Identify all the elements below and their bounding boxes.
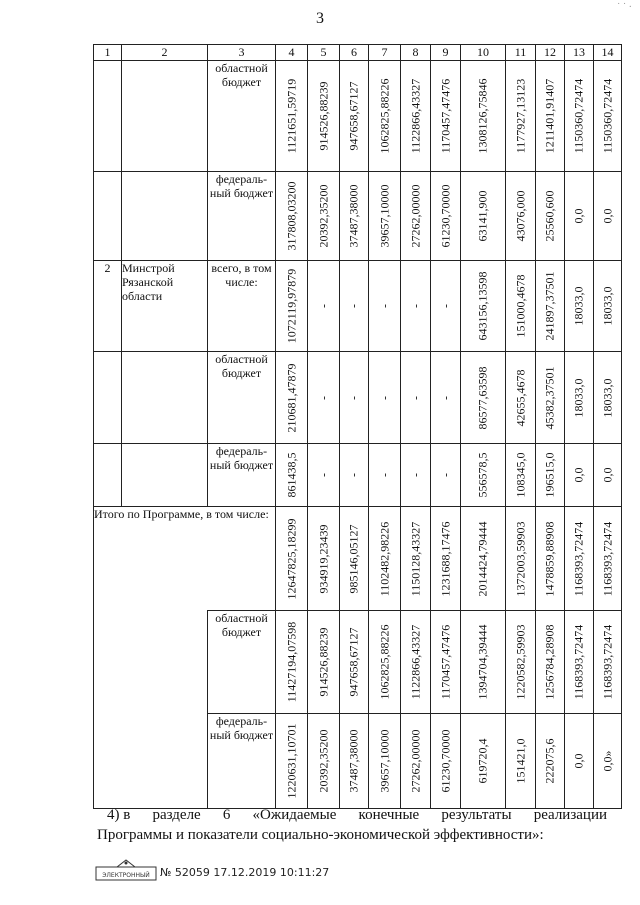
value-cell: -: [377, 473, 391, 477]
table-row: [94, 611, 622, 714]
paragraph-word: результаты: [441, 807, 512, 823]
header-cell: 13: [565, 45, 594, 61]
value-cell: 1372003,59903: [513, 521, 527, 596]
corner-mark: ˙ ˙ ·: [617, 2, 632, 13]
value-cell: 37487,38000: [346, 729, 361, 793]
value-cell: 108345,0: [513, 452, 527, 498]
value-cell: 222075,6: [542, 738, 557, 784]
value-cell: 45382,37501: [542, 366, 557, 429]
table-row: [94, 61, 622, 172]
value-cell: 1308126,75846: [475, 78, 490, 154]
value-cell: 985146,05127: [346, 524, 361, 593]
value-cell: 861438,5: [284, 452, 298, 498]
value-cell: 25560,600: [542, 190, 557, 242]
value-cell: -: [377, 395, 391, 400]
value-cell: 20392,35200: [316, 184, 330, 248]
funding-source: федераль-ный бюджет: [208, 172, 276, 261]
executor-cell: [122, 444, 208, 507]
paragraph-word: реализации: [533, 807, 607, 823]
table-row: [94, 444, 622, 507]
value-cell: 37487,38000: [346, 184, 361, 248]
value-cell: 1150360,72474: [571, 78, 586, 154]
header-cell: 5: [308, 45, 340, 61]
value-cell: 1062825,88226: [377, 624, 391, 700]
value-cell: -: [316, 304, 330, 308]
body-paragraph: [97, 805, 607, 845]
value-cell: 20392,35200: [316, 729, 330, 793]
header-cell: 8: [401, 45, 431, 61]
value-cell: 42655,4678: [513, 369, 527, 426]
funding-source: областной бюджет: [208, 611, 276, 714]
row-number-cell: [94, 444, 122, 507]
value-cell: -: [408, 473, 422, 477]
paragraph-word: 6: [222, 807, 231, 823]
value-cell: 1062825,88226: [377, 78, 391, 154]
value-cell: 934919,23439: [316, 524, 330, 593]
value-cell: -: [316, 395, 330, 400]
total-label: Итого по Программе, в том числе:: [94, 507, 276, 611]
value-cell: 1150128,43327: [408, 521, 422, 596]
paragraph-word: «Ожидаемые: [252, 807, 337, 823]
svg-text:ЭЛЕКТРОННЫЙ: ЭЛЕКТРОННЫЙ: [102, 872, 150, 879]
value-cell: 947658,67127: [346, 627, 361, 697]
value-cell: 151421,0: [513, 738, 527, 784]
value-cell: -: [408, 395, 422, 400]
value-cell: 27262,00000: [408, 729, 422, 793]
header-cell: 7: [369, 45, 401, 61]
value-cell: 0,0: [600, 467, 614, 483]
value-cell: 63141,900: [475, 190, 490, 242]
row-number-cell: [94, 352, 122, 444]
paragraph-word: 4) в: [107, 807, 131, 823]
value-cell: 86577,63598: [475, 366, 490, 429]
executor-cell: [122, 172, 208, 261]
value-cell: 1394704,39444: [475, 624, 490, 700]
value-cell: 196515,0: [542, 452, 557, 498]
paragraph-line-1: [97, 805, 607, 825]
paragraph-word: конечные: [358, 807, 420, 823]
value-cell: 1150360,72474: [600, 78, 614, 154]
budget-table: [93, 44, 622, 809]
funding-source: областной бюджет: [208, 352, 276, 444]
value-cell: 39657,10000: [377, 729, 391, 793]
value-cell: 0,0: [571, 753, 586, 769]
value-cell: -: [377, 304, 391, 308]
value-cell: 0,0: [600, 208, 614, 224]
value-cell: 1102482,98226: [377, 521, 391, 596]
value-cell: 1170457,47476: [438, 624, 452, 700]
header-cell: 3: [208, 45, 276, 61]
header-cell: 2: [122, 45, 208, 61]
table-row: [94, 172, 622, 261]
value-cell: -: [438, 473, 452, 477]
value-cell: 556578,5: [475, 452, 490, 498]
page-number: 3: [316, 10, 324, 27]
stamp-icon: [95, 858, 157, 882]
row-number-cell: [94, 61, 122, 172]
value-cell: -: [316, 473, 330, 477]
value-cell: 0,0: [571, 208, 586, 224]
value-cell: 18033,0: [571, 286, 586, 326]
value-cell: 43076,000: [513, 190, 527, 242]
value-cell: 1220582,59903: [513, 624, 527, 700]
header-row: [94, 45, 622, 61]
value-cell: 1168393,72474: [600, 624, 614, 700]
value-cell: 1170457,47476: [438, 78, 452, 154]
document-registration-code: № 52059 17.12.2019 10:11:27: [160, 866, 330, 879]
funding-source: областной бюджет: [208, 61, 276, 172]
value-cell: -: [408, 304, 422, 308]
table-row: [94, 352, 622, 444]
empty-cell: [94, 714, 208, 809]
value-cell: 12647825,18299: [284, 518, 298, 599]
executor-cell: [122, 61, 208, 172]
value-cell: 914526,88239: [316, 81, 330, 151]
value-cell: 151000,4678: [513, 274, 527, 338]
row-number-cell: 2: [94, 261, 122, 352]
header-cell: 9: [431, 45, 461, 61]
value-cell: 18033,0: [600, 378, 614, 417]
value-cell: 1478859,88908: [542, 521, 557, 596]
row-number-cell: [94, 172, 122, 261]
table-row: [94, 714, 622, 809]
value-cell: -: [438, 304, 452, 308]
value-cell: 18033,0: [600, 286, 614, 326]
value-cell: 1168393,72474: [571, 521, 586, 596]
value-cell: 11427194,07598: [284, 621, 298, 703]
value-cell: 210681,47879: [284, 363, 298, 432]
value-cell: 241897,37501: [542, 271, 557, 341]
header-cell: 14: [594, 45, 622, 61]
value-cell: -: [438, 395, 452, 400]
header-cell: 11: [506, 45, 536, 61]
value-cell: 1168393,72474: [600, 521, 614, 596]
value-cell: 2014424,79444: [475, 521, 490, 596]
value-cell: 1072119,97879: [284, 268, 298, 344]
value-cell: 0,0»: [600, 750, 614, 772]
paragraph-word: разделе: [152, 807, 201, 823]
value-cell: 18033,0: [571, 378, 586, 417]
executor-cell: Минстрой Рязанской области: [122, 261, 208, 352]
value-cell: 914526,88239: [316, 627, 330, 697]
value-cell: 1231688,17476: [438, 521, 452, 596]
table-row: [94, 507, 622, 611]
value-cell: 0,0: [571, 467, 586, 483]
paragraph-line-2: Программы и показатели социально-экономической эффективности»:: [97, 827, 544, 843]
value-cell: 1177927,13123: [513, 78, 527, 154]
executor-cell: [122, 352, 208, 444]
empty-cell: [94, 611, 208, 714]
value-cell: -: [346, 395, 361, 400]
header-cell: 1: [94, 45, 122, 61]
header-cell: 4: [276, 45, 308, 61]
table-row: [94, 261, 622, 352]
value-cell: 27262,00000: [408, 184, 422, 248]
value-cell: 1220631,10701: [284, 723, 298, 799]
value-cell: -: [346, 473, 361, 477]
value-cell: 1122866,43327: [408, 78, 422, 154]
value-cell: 1121651,59719: [284, 78, 298, 154]
value-cell: -: [346, 304, 361, 308]
value-cell: 1211401,91407: [542, 78, 557, 154]
funding-source: всего, в том числе:: [208, 261, 276, 352]
value-cell: 1256784,28908: [542, 624, 557, 700]
value-cell: 39657,10000: [377, 184, 391, 248]
value-cell: 619720,4: [475, 738, 490, 784]
header-cell: 6: [340, 45, 369, 61]
value-cell: 1122866,43327: [408, 624, 422, 700]
funding-source: федераль-ный бюджет: [208, 714, 276, 809]
value-cell: 643156,13598: [475, 271, 490, 341]
header-cell: 10: [461, 45, 506, 61]
value-cell: 1168393,72474: [571, 624, 586, 700]
electronic-document-stamp: [95, 858, 157, 882]
value-cell: 317808,03200: [284, 181, 298, 251]
value-cell: 61230,70000: [438, 184, 452, 248]
value-cell: 61230,70000: [438, 729, 452, 793]
value-cell: 947658,67127: [346, 81, 361, 151]
funding-source: федераль-ный бюджет: [208, 444, 276, 507]
header-cell: 12: [536, 45, 565, 61]
